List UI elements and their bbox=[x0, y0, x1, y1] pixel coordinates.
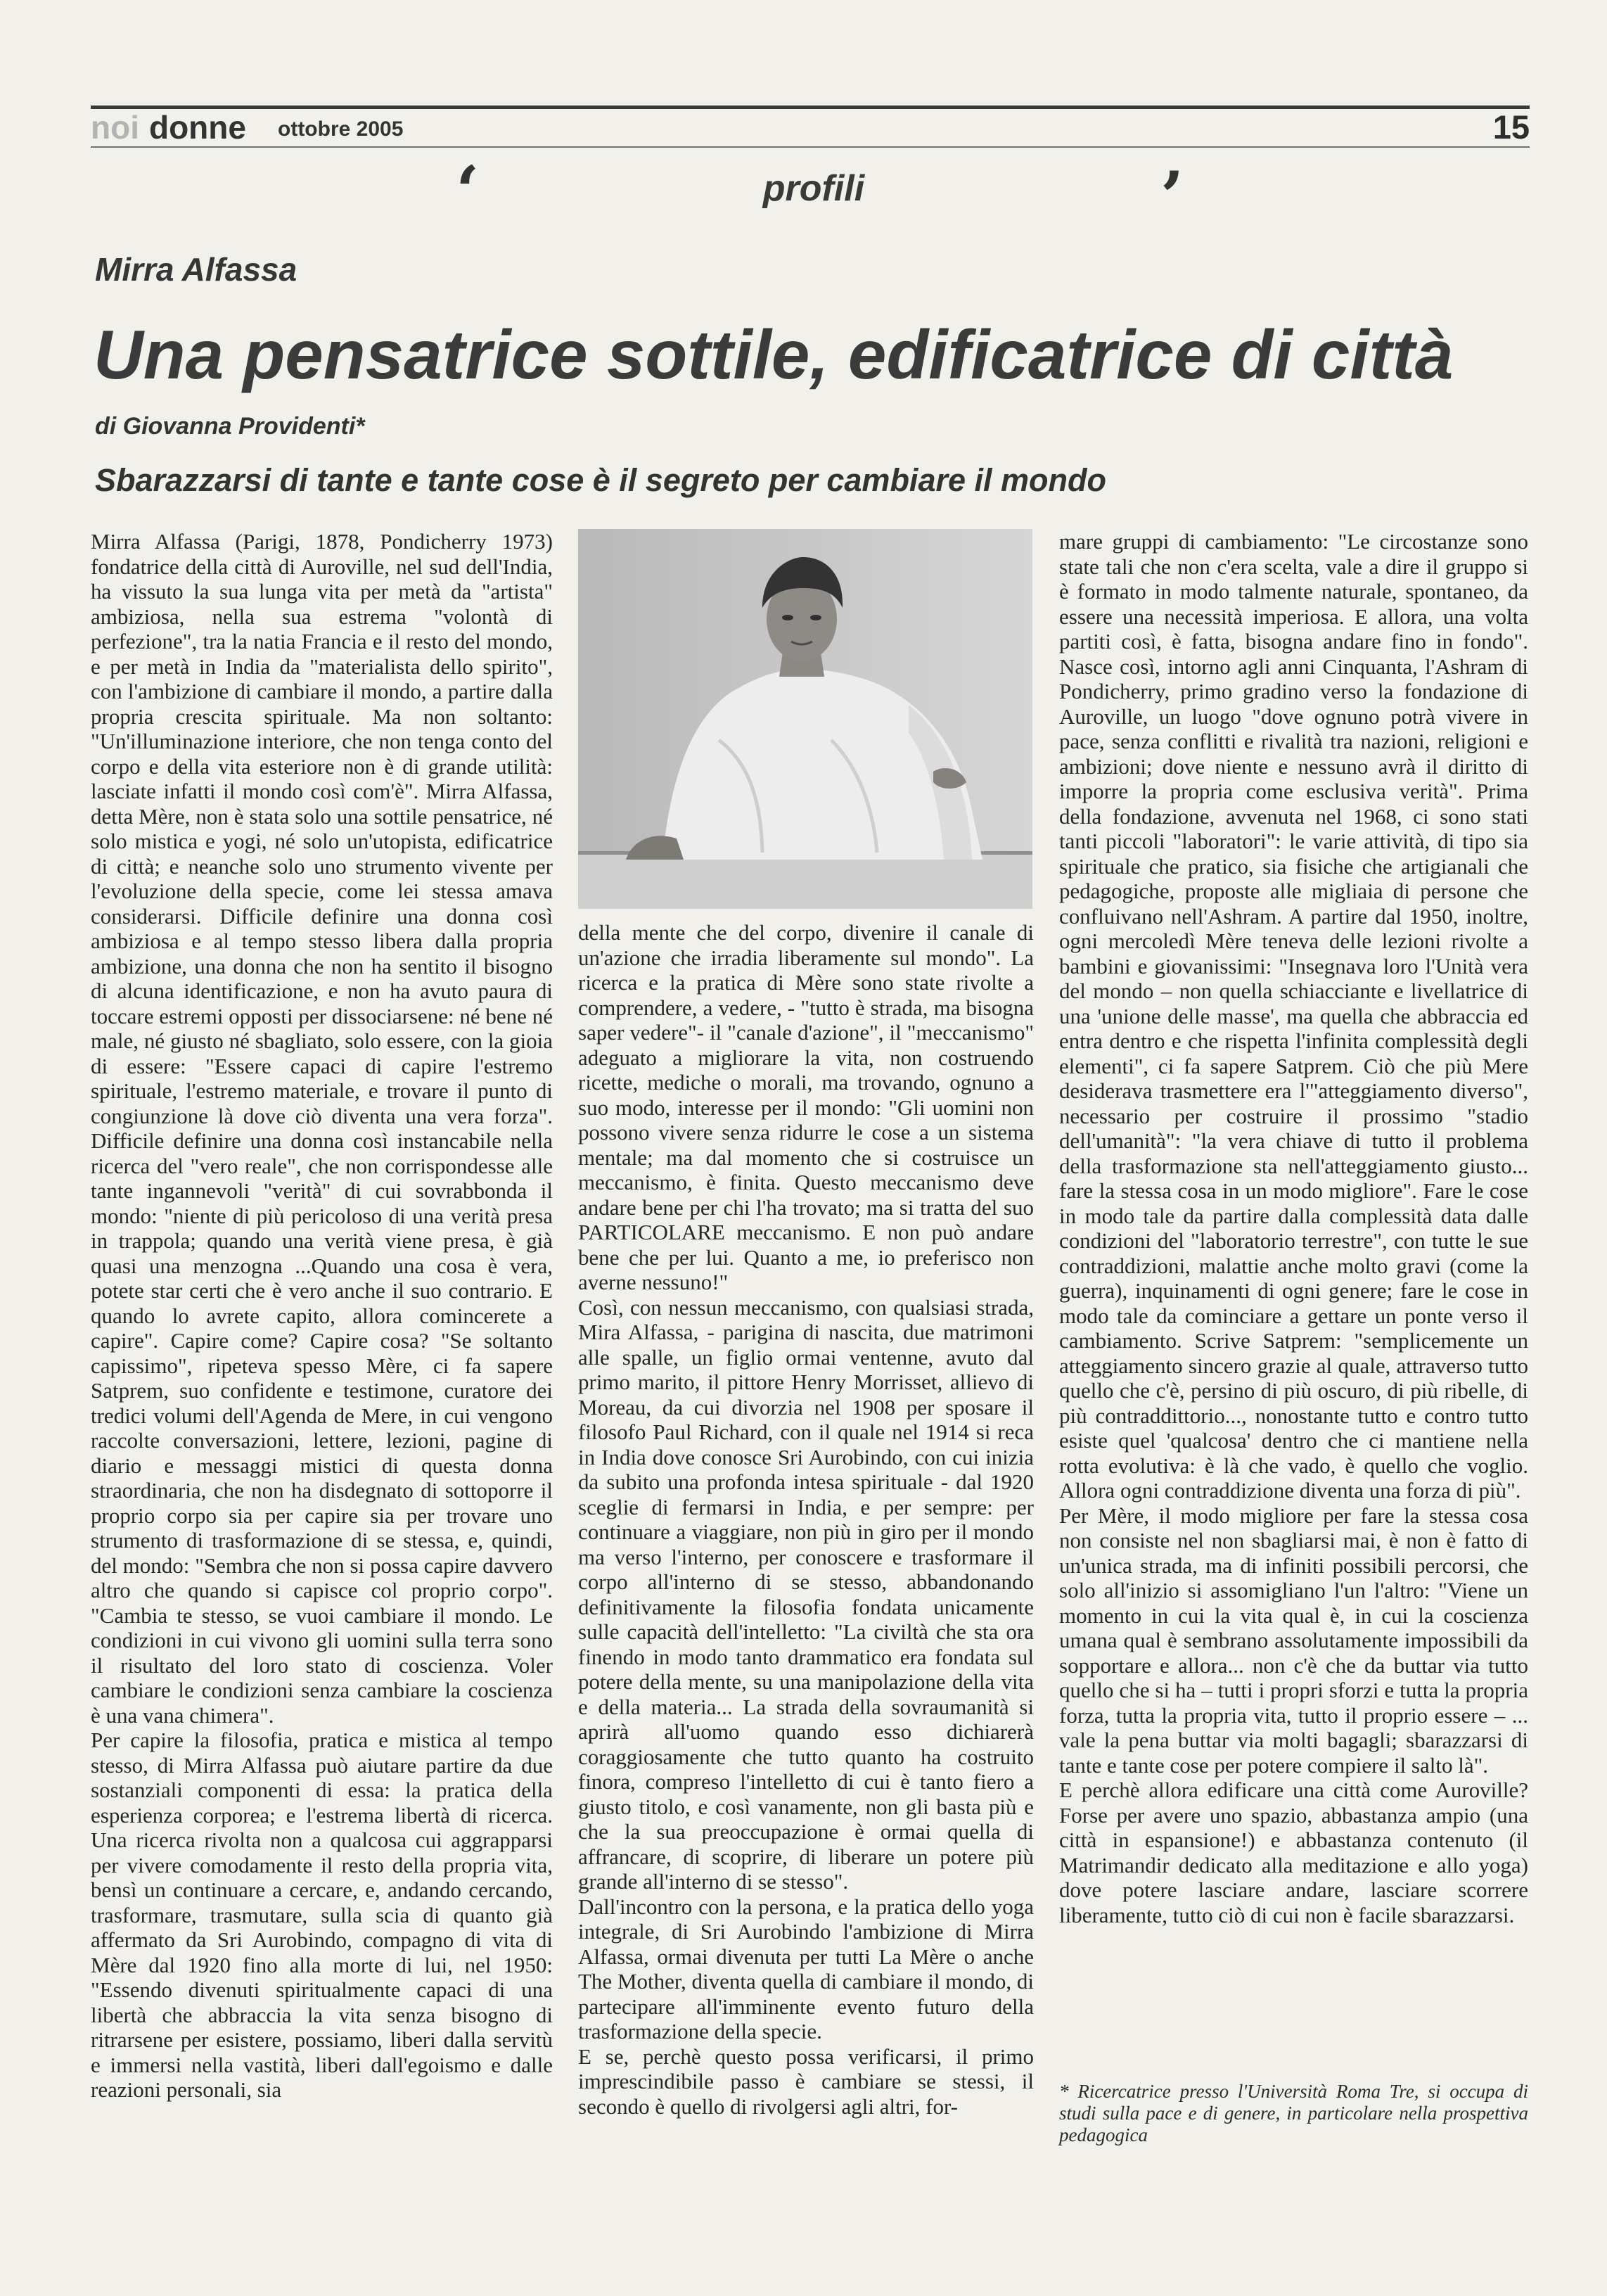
article-column-3 bbox=[1059, 529, 1528, 1927]
author-footnote: * Ricercatrice presso l'Università Roma Tre, si occupa di studi sulla pace e di genere, in particolare nella prospettiva pedagogica bbox=[1059, 2081, 1528, 2145]
issue-date: ottobre 2005 bbox=[278, 117, 404, 141]
body-paragraph: mare gruppi di cambiamento: "Le circostanze sono state tali che non c'era scelta, vale a dire il gruppo si è formato in modo talmente naturale, spontaneo, da essere una necessità imperiosa. E allora, una volta partiti così, è fatta, bisogna andare fino in fondo". Nasce così, intorno agli anni Cinquanta, l'Ashram di Pondicherry, primo gradino verso la fondazione di Auroville, un luogo "dove ognuno potrà vivere in pace, senza conflitti e rivalità tra nazioni, religioni e ambizioni; dove niente e nessuno avrà il diritto di imporre la propria come esclusiva verità". Prima della fondazione, avvenuta nel 1968, ci sono stati tanti piccoli "laboratori": le varie attività, di tipo sia spirituale che pratico, sia fisiche che artigianali che pedagogiche, proposte alle migliaia di persone che confluivano nell'Ashram. A partire dal 1950, inoltre, ogni mercoledì Mère teneva delle lezioni rivolte a bambini e giovanissimi: "Insegnava loro l'Unità vera del mondo – non quella schiacciante e livellatrice di una 'unione delle masse', ma quella che abbraccia ed entra dentro e che rispetta l'infinita complessità degli elementi", ci fa sapere Satprem. Ciò che più Mere desiderava trasmettere era l'"atteggiamento diverso", necessario per costruire il prossimo "stadio dell'umanità": "la vera chiave di tutto il problema della trasformazione sta nell'atteggiamento giusto... fare la stessa cosa in un modo migliore". Fare le cose in modo tale da partire dalla complessità data dalle condizioni del "laboratorio terrestre", con tutte le sue contraddizioni, malattie anche molto gravi (come la guerra), inquinamenti di ogni genere; fare le cose in modo tale da cominciare a gettare un ponte verso il cambiamento. Scrive Satprem: "semplicemente un atteggiamento sincero grazie al quale, attraverso tutto quello che c'è, persino di più oscuro, di più ribelle, di più contraddittorio..., nonostante tutto e contro tutto esiste quel 'qualcosa' dentro che ci mantiene nella rotta evolutiva: è là che vado, è quello che voglio. Allora ogni contraddizione diventa una forza di più". bbox=[1059, 529, 1528, 1503]
article-title: Una pensatrice sottile, edificatrice di città bbox=[94, 316, 1454, 393]
header-top-rule bbox=[91, 106, 1530, 109]
body-paragraph: E se, perchè questo possa verificarsi, il primo imprescindibile passo è cambiare se stessi, il secondo è quello di rivolgersi agli altri, for- bbox=[578, 2043, 1034, 2119]
section-close-quote: ’ bbox=[1160, 157, 1184, 236]
article-kicker: Mirra Alfassa bbox=[95, 251, 297, 288]
body-paragraph: Per Mère, il modo migliore per fare la stessa cosa non consiste nel non sbagliarsi mai, è non è fatto di un'unica strada, ma di infiniti possibili percorsi, che solo all'inizio si assomigliano l'un l'altro: "Viene un momento in cui la vita qual è, in cui la coscienza umana qual è sembrano assolutamente impossibili da sopportare e allora... non c'è che da buttar via tutto quello che si ha – tutti i propri sforzi e tutta la propria forza, tutta la propria vita, tutto il proprio essere – ... vale la pena buttar via molti bagagli; sbarazzarsi di tante e tante cose per potere compiere il salto là". bbox=[1059, 1503, 1528, 1778]
body-paragraph: Mirra Alfassa (Parigi, 1878, Pondicherry 1973) fondatrice della città di Auroville, nel sud dell'India, ha vissuto la sua lunga vita per metà da "artista" ambiziosa, nella sua estrema "volontà di perfezione", tra la natia Francia e il resto del mondo, e per metà in India da "materialista dello spirito", con l'ambizione di cambiare il mondo, a partire dalla propria crescita spirituale. Ma non soltanto: "Un'illuminazione interiore, che non tenga conto del corpo e della vita esteriore non è di grande utilità: lasciate infatti il mondo così com'è". Mirra Alfassa, detta Mère, non è stata solo una sottile pensatrice, né solo mistica e yogi, né solo un'utopista, edificatrice di città; e neanche solo uno strumento vivente per l'evoluzione della specie, come lei stessa amava considerarsi. Difficile definire una donna così ambiziosa e al tempo stesso libera dalla propria ambizione, una donna che non ha sentito il bisogno di alcuna identificazione, e non ha avuto paura di toccare estremi opposti per dissociarsene: né bene né male, né giusto né sbagliato, solo essere, con la gioia di essere: "Essere capaci di capire l'estremo spirituale, l'estremo materiale, e trovare il punto di congiunzione là dove ciò diventa una vera forza". Difficile definire una donna così instancabile nella ricerca del "vero reale", che non corrispondesse alle tante ingannevoli "verità" di cui sovrabbonda il mondo: "niente di più pericoloso di una verità presa in trappola; quando una verità viene presa, è già quasi una menzogna ...Quando una cosa è vera, potete star certi che è vero anche il suo contrario. E quando lo avrete capito, allora comincerete a capire". Capire come? Capire cosa? "Se soltanto capissimo", ripeteva spesso Mère, ci fa sapere Satprem, suo confidente e testimone, curatore dei tredici volumi dell'Agenda de Mere, in cui vengono raccolte conversazioni, lettere, lezioni, pagine di diario e messaggi mistici di questa donna straordinaria, che non ha disdegnato di sottoporre il proprio corpo sia per capire sia per trovare uno strumento di trasformazione di se stessa, e, quindi, del mondo: "Sembra che non si possa capire davvero altro che quando si capisce col proprio corpo". "Cambia te stesso, se vuoi cambiare il mondo. Le condizioni in cui vivono gli uomini sulla terra sono il risultato del loro stato di coscienza. Voler cambiare le condizioni senza cambiare la coscienza è una vana chimera". bbox=[91, 529, 553, 1728]
body-paragraph: Dall'incontro con la persona, e la pratica dello yoga integrale, di Sri Aurobindo l'ambizione di Mirra Alfassa, ormai divenuta per tutti La Mère o anche The Mother, diventa quella di cambiare il mondo, di partecipare all'imminente evento futuro della trasformazione della specie. bbox=[578, 1894, 1034, 2043]
section-label: profili bbox=[762, 168, 865, 209]
article-subtitle: Sbarazzarsi di tante e tante cose è il segreto per cambiare il mondo bbox=[95, 462, 1106, 498]
article-column-1 bbox=[91, 529, 553, 2103]
masthead-brand-bold: donne bbox=[148, 109, 246, 146]
portrait-photo bbox=[578, 529, 1032, 909]
masthead bbox=[91, 110, 246, 145]
body-paragraph: Così, con nessun meccanismo, con qualsiasi strada, Mira Alfassa, - parigina di nascita, due matrimoni alle spalle, un figlio ormai ventenne, avuto dal primo marito, il pittore Henry Morrisset, allievo di Moreau, da cui divorzia nel 1908 per sposare il filosofo Paul Richard, con il quale nel 1914 si reca in India dove conosce Sri Aurobindo, con cui inizia da subito una profonda intesa spirituale - dal 1920 sceglie di fermarsi in India, e per sempre: per continuare a viaggiare, non più in giro per il mondo ma verso l'interno, per conoscere e trasformare il corpo all'interno di se stesso, abbandonando definitivamente la filosofia fondata unicamente sulle capacità dell'intelletto: "La civiltà che sta ora finendo in modo tanto drammatico era fondata sul potere della mente, su una manipolazione della vita e della materia... La strada della sovraumanità si aprirà all'uomo quando esso dichiarerà coraggiosamente che tutto quanto ha costruito finora, compreso l'intelletto di cui è tanto fiero a giusto titolo, e così vanamente, non gli basta più e che la sua preoccupazione è ormai quella di affrancare, di scoprire, di liberare un potere più grande all'interno di se stesso". bbox=[578, 1294, 1034, 1894]
header-bottom-rule bbox=[91, 146, 1530, 148]
article-column-2 bbox=[578, 920, 1034, 2119]
body-paragraph: della mente che del corpo, divenire il canale di un'azione che irradia liberamente sul mondo". La ricerca e la pratica di Mère sono state rivolte a comprendere, a vedere, - "tutto è strada, ma bisogna saper vedere"- il "canale d'azione", il "meccanismo" adeguato a migliorare la vita, non costruendo ricette, mediche o morali, ma trovando, ognuno a suo modo, interesse per il mondo: "Gli uomini non possono vivere senza ridurre le cose a un sistema mentale; ma dal momento che si costruisce un meccanismo, è finita. Questo meccanismo deve andare bene per chi l'ha trovato; ma si tratta del suo PARTICOLARE meccanismo. E non può andare bene che per lui. Quanto a me, io preferisco non averne nessuno!" bbox=[578, 920, 1034, 1294]
body-paragraph: E perchè allora edificare una città come Auroville? Forse per avere uno spazio, abbastanza ampio (una città in espansione!) e abbastanza contenuto (il Matrimandir dedicato alla meditazione e allo yoga) dove potere lasciare andare, lasciare scorrere liberamente, tutto ciò di cui non è facile sbarazzarsi. bbox=[1059, 1778, 1528, 1927]
body-paragraph: Per capire la filosofia, pratica e mistica al tempo stesso, di Mirra Alfassa può aiutare partire da due sostanziali componenti di essa: la pratica della esperienza corporea; e l'estrema libertà di ricerca. Una ricerca rivolta non a qualcosa cui aggrapparsi per vivere comodamente il resto della propria vita, bensì un continuare a cercare, e, andando cercando, trasformare, trasmutare, sulla scia di quanto già affermato da Sri Aurobindo, compagno di vita di Mère dal 1920 fino alla morte di lui, nel 1950: "Essendo divenuti spiritualmente capaci di una libertà che abbraccia la vita senza bisogno di ritrarsene per esistere, possiamo, liberi dalla servitù e immersi nella vastità, liberi dall'egoismo e dalle reazioni personali, sia bbox=[91, 1728, 553, 2102]
article-byline: di Giovanna Providenti* bbox=[95, 413, 365, 440]
page-number: 15 bbox=[1492, 108, 1530, 146]
portrait-figure bbox=[578, 529, 1032, 909]
section-open-quote: ‘ bbox=[456, 151, 480, 231]
masthead-brand-light: noi bbox=[91, 109, 139, 146]
